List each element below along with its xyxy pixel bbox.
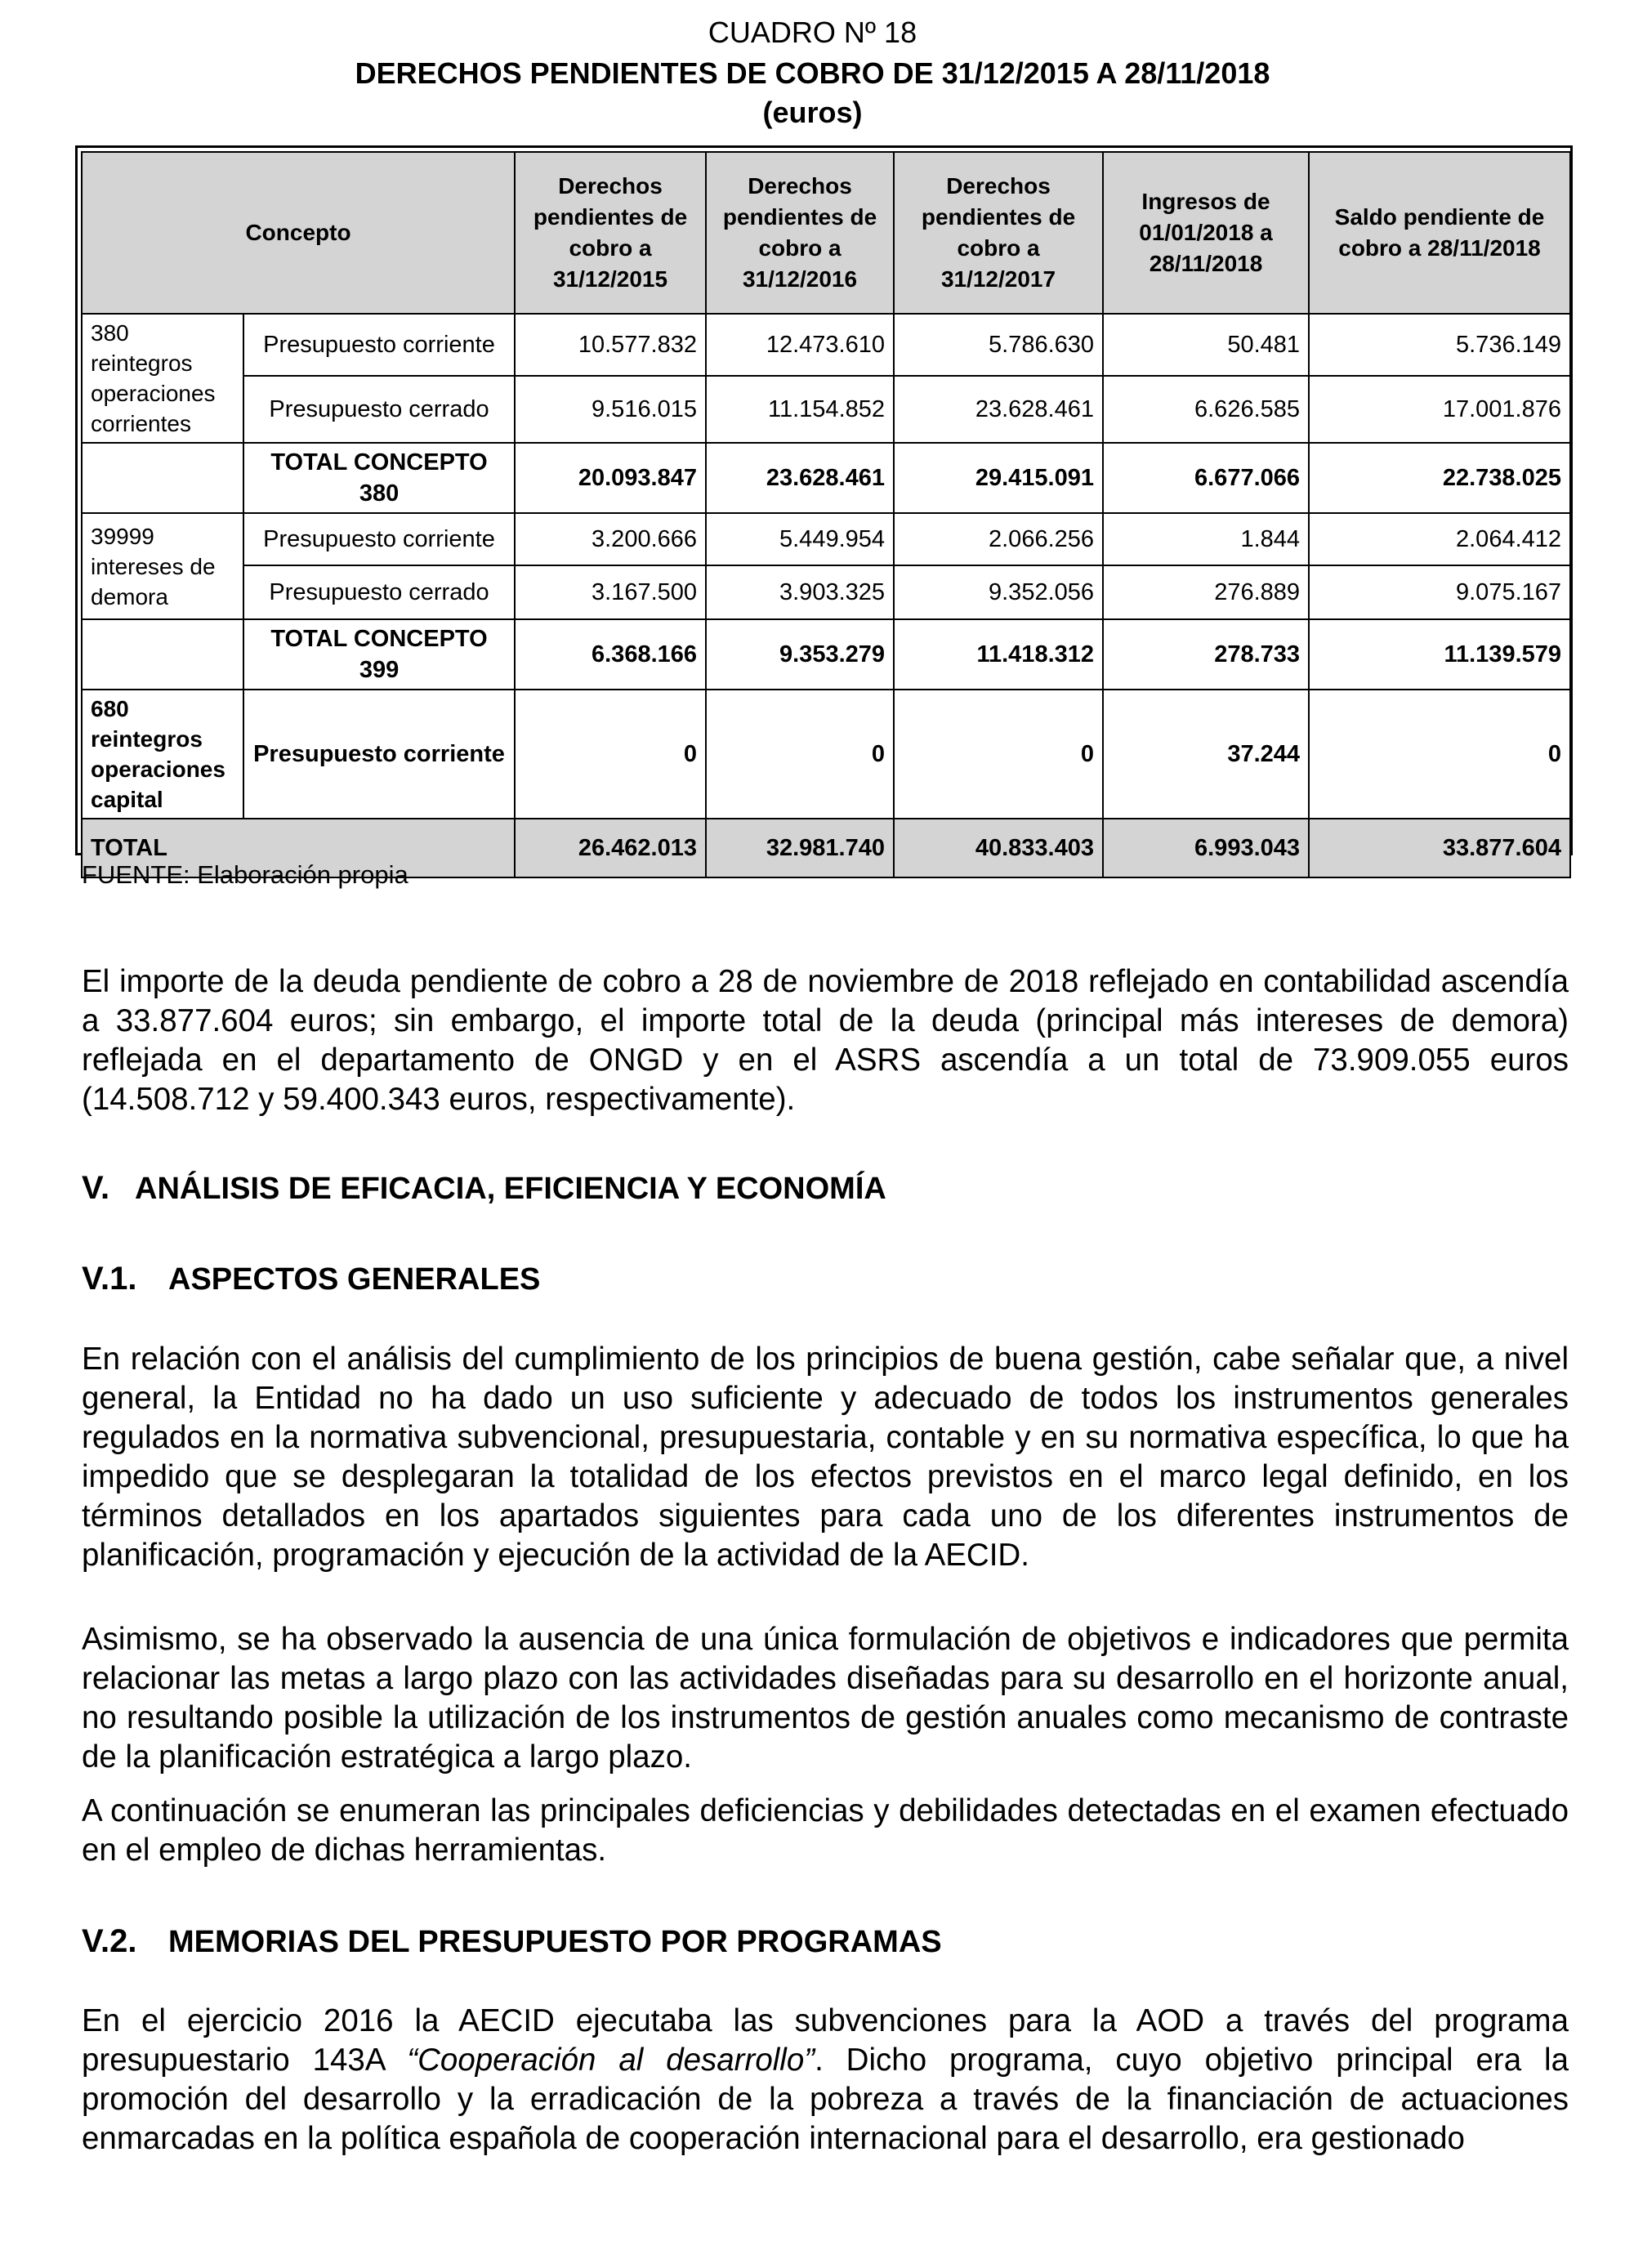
cell-value: 9.516.015: [515, 376, 706, 443]
cell-value: 3.167.500: [515, 565, 706, 619]
cell-value: 2.066.256: [894, 513, 1103, 565]
total-row-399: [82, 619, 1570, 690]
table-number: CUADRO Nº 18: [708, 16, 917, 49]
cell-value: 6.368.166: [515, 619, 706, 690]
section-heading-v2: [82, 1922, 942, 1962]
cell-value: 0: [515, 690, 706, 819]
cell-value: 29.415.091: [894, 443, 1103, 513]
section-number: V.2.: [82, 1923, 137, 1959]
cell-value: 9.352.056: [894, 565, 1103, 619]
cell-value: 33.877.604: [1309, 819, 1570, 877]
group-label-380: 380 reintegros operaciones corrientes: [82, 314, 243, 443]
group-label-680: 680 reintegros operaciones capital: [82, 690, 243, 819]
row-label: TOTAL: [82, 819, 515, 877]
section-title: MEMORIAS DEL PRESUPUESTO POR PROGRAMAS: [168, 1925, 942, 1959]
section-number: V.1.: [82, 1261, 137, 1297]
cell-value: 26.462.013: [515, 819, 706, 877]
header-row: [82, 152, 1570, 314]
cell-value: 1.844: [1103, 513, 1309, 565]
cell-value: 6.993.043: [1103, 819, 1309, 877]
section-number: V.: [82, 1170, 110, 1206]
cell-value: 6.677.066: [1103, 443, 1309, 513]
table-units: (euros): [762, 96, 863, 129]
row-label: Presupuesto cerrado: [243, 565, 515, 619]
cell-value: 0: [1309, 690, 1570, 819]
cell-value: 9.353.279: [706, 619, 894, 690]
section-heading-v: [82, 1168, 886, 1208]
cell-value: 17.001.876: [1309, 376, 1570, 443]
cell-value: 10.577.832: [515, 314, 706, 376]
row-label: Presupuesto corriente: [243, 513, 515, 565]
cell-value: 9.075.167: [1309, 565, 1570, 619]
paragraph-debt-amount: El importe de la deuda pendiente de cobro a 28 de noviembre de 2018 reflejado en contabilidad ascendía a 33.877.604 euros; sin embargo, el importe total de la deuda (principal más intereses de demora) reflejada en el departamento de ONGD y en el ASRS ascendía a un total de 73.909.055 euros (14.508.712 y 59.400.343 euros, respectivamente).: [82, 964, 1569, 1117]
section-heading-v1: [82, 1259, 540, 1299]
table-row: [82, 513, 1570, 565]
program-name: “Cooperación al desarrollo”: [407, 2043, 815, 2078]
cell-value: 0: [706, 690, 894, 819]
empty-cell: [82, 619, 243, 690]
row-label: TOTAL CONCEPTO 399: [243, 619, 515, 690]
cell-value: 12.473.610: [706, 314, 894, 376]
cell-value: 11.418.312: [894, 619, 1103, 690]
cell-value: 5.786.630: [894, 314, 1103, 376]
section-title: ASPECTOS GENERALES: [168, 1262, 541, 1297]
cell-value: 2.064.412: [1309, 513, 1570, 565]
empty-cell: [82, 443, 243, 513]
cell-value: 3.903.325: [706, 565, 894, 619]
header-col-saldo-2018: Saldo pendiente de cobro a 28/11/2018: [1309, 152, 1570, 314]
paragraph-text: En el ejercicio 2016 la AECID ejecutaba las subvenciones para la AOD a través del programa presupuestario 143A: [82, 2003, 1569, 2078]
row-label: Presupuesto corriente: [243, 314, 515, 376]
cell-value: 276.889: [1103, 565, 1309, 619]
header-col-ingresos-2018: Ingresos de 01/01/2018 a 28/11/2018: [1103, 152, 1309, 314]
cell-value: 0: [894, 690, 1103, 819]
paragraph-deficiencies: A continuación se enumeran las principales deficiencias y debilidades detectadas en el examen efectuado en el empleo de dichas herramientas.: [82, 1793, 1569, 1868]
cell-value: 22.738.025: [1309, 443, 1570, 513]
paragraph-text: . Dicho programa, cuyo objetivo principal era la promoción del desarrollo y la erradicación de la pobreza a través de la financiación de actuaciones enmarcadas en la política española de cooperación internacional para el desarrollo, era gestionado: [82, 2043, 1569, 2156]
cell-value: 278.733: [1103, 619, 1309, 690]
cell-value: 23.628.461: [706, 443, 894, 513]
cell-value: 32.981.740: [706, 819, 894, 877]
cell-value: 23.628.461: [894, 376, 1103, 443]
paragraph-program-143a: [82, 2002, 1569, 2159]
group-label-39999: 39999 intereses de demora: [82, 513, 243, 619]
cell-value: 37.244: [1103, 690, 1309, 819]
section-title: ANÁLISIS DE EFICACIA, EFICIENCIA Y ECONOMÍA: [135, 1172, 886, 1206]
header-col-2016: Derechos pendientes de cobro a 31/12/2016: [706, 152, 894, 314]
cell-value: 11.154.852: [706, 376, 894, 443]
paragraph-general-aspects: En relación con el análisis del cumplimiento de los principios de buena gestión, cabe señalar que, a nivel general, la Entidad no ha dado un uso suficiente y adecuado de todos los instrumentos generales regulados en la normativa subvencional, presupuestaria, contable y en su normativa específica, lo que ha impedido que se desplegaran la totalidad de los efectos previstos en el marco legal definido, en los términos detallados en los apartados siguientes para cada uno de los diferentes instrumentos de planificación, programación y ejecución de la actividad de la AECID.: [82, 1342, 1569, 1573]
table-row: [82, 565, 1570, 619]
cell-value: 20.093.847: [515, 443, 706, 513]
cell-value: 5.736.149: [1309, 314, 1570, 376]
cell-value: 40.833.403: [894, 819, 1103, 877]
paragraph-objectives: Asimismo, se ha observado la ausencia de una única formulación de objetivos e indicadores que permita relacionar las metas a largo plazo con las actividades diseñadas para su desarrollo en el horizonte anual, no resultando posible la utilización de los instrumentos de gestión anuales como mecanismo de contraste de la planificación estratégica a largo plazo.: [82, 1622, 1569, 1775]
table-source: FUENTE: Elaboración propia: [82, 860, 408, 889]
row-label: Presupuesto cerrado: [243, 376, 515, 443]
header-col-2015: Derechos pendientes de cobro a 31/12/2015: [515, 152, 706, 314]
cell-value: 3.200.666: [515, 513, 706, 565]
header-col-2017: Derechos pendientes de cobro a 31/12/2017: [894, 152, 1103, 314]
receivables-table: [81, 151, 1571, 878]
receivables-table-frame: [75, 145, 1573, 861]
table-row-680: [82, 690, 1570, 819]
cell-value: 5.449.954: [706, 513, 894, 565]
table-row: [82, 314, 1570, 376]
total-row-380: [82, 443, 1570, 513]
cell-value: 11.139.579: [1309, 619, 1570, 690]
row-label: Presupuesto corriente: [243, 690, 515, 819]
row-label: TOTAL CONCEPTO 380: [243, 443, 515, 513]
cell-value: 50.481: [1103, 314, 1309, 376]
cell-value: 6.626.585: [1103, 376, 1309, 443]
table-title: DERECHOS PENDIENTES DE COBRO DE 31/12/2015 A 28/11/2018: [355, 56, 1270, 90]
header-concepto: Concepto: [82, 152, 515, 314]
table-row: [82, 376, 1570, 443]
